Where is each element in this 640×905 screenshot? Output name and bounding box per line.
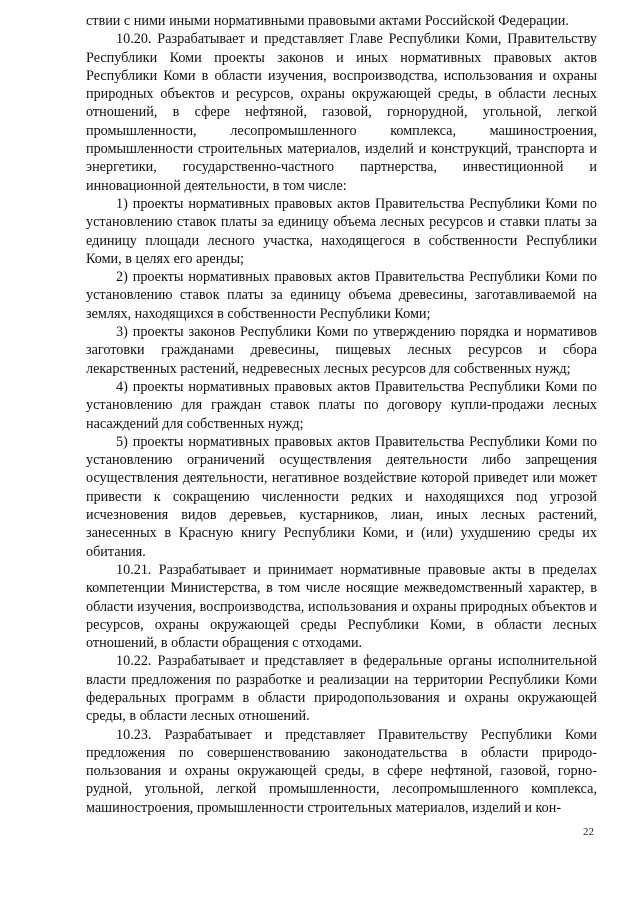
list-item-5: 5) проекты нормативных правовых актов Правительства Республики Коми по установлению ограничений осуществления деятельности либо запрещения осуществления деятельности, негативное воздействие которой приведет или может привести к сокращению численности редких и находящихся под угрозой исчезновения видов деревьев, кустарников, лиан, иных лесных растений, занесенных в Красную книгу Республики Коми, и (или) ухудшению среды их обитания. xyxy=(86,433,597,560)
paragraph-10-22: 10.22. Разрабатывает и представляет в федеральные органы исполнительной власти предложения по разработке и реализации на территории Республики Коми федеральных программ в области природопользования и охраны окружающей среды, в области лесных отношений. xyxy=(86,653,597,725)
list-item-1: 1) проекты нормативных правовых актов Правительства Республики Коми по установлению ставок платы за единицу объема лесных ресурсов и ставки платы за единицу площади лесного участка, находящегося в собственности Республики Коми, в целях его аренды; xyxy=(86,195,597,267)
paragraph-10-23: 10.23. Разрабатывает и представляет Правительству Республики Коми предложения по совершенствованию законодательства в области природопользования и охраны окружающей среды, в сфере нефтяной, газовой, горнорудной, угольной, легкой промышленности, лесопромышленного комплекса, машиностроения, промышленности строительных материалов, изделий и кон- xyxy=(86,726,597,816)
page-number: 22 xyxy=(583,826,594,838)
paragraph-10-21: 10.21. Разрабатывает и принимает нормативные правовые акты в пределах компетенции Министерства, в том числе носящие межведомственный характер, в области изучения, воспроизводства, использования и охраны природных объектов и ресурсов, охраны окружающей среды Республики Коми, в области лесных отношений, в области обращения с отходами. xyxy=(86,561,597,652)
document-page xyxy=(86,12,597,817)
list-item-2: 2) проекты нормативных правовых актов Правительства Республики Коми по установлению ставок платы за единицу объема древесины, заготавливаемой на землях, находящихся в собственности Республики Коми; xyxy=(86,269,597,322)
list-item-4: 4) проекты нормативных правовых актов Правительства Республики Коми по установлению для граждан ставок платы по договору купли-продажи лесных насаждений для собственных нужд; xyxy=(86,378,597,432)
paragraph-10-20: 10.20. Разрабатывает и представляет Главе Республики Коми, Правительству Республики Коми проекты законов и иных нормативных правовых актов Республики Коми в области изучения, воспроизводства, использования и охраны природных объектов и ресурсов, охраны окружающей среды, в области лесных отношений, в сфере нефтяной, газовой, горнорудной, угольной, легкой промышленности, лесопромышленного комплекса, машиностроения, промышленности строительных материалов, изделий и конструкций, транспорта и энергетики, государственно-частного партнерства, инвестиционной и инновационной деятельности, в том числе: xyxy=(86,31,597,194)
list-item-3: 3) проекты законов Республики Коми по утверждению порядка и нормативов заготовки гражданами древесины, пищевых лесных ресурсов и сбора лекарственных растений, недревесных лесных ресурсов для собственных нужд; xyxy=(86,324,597,377)
paragraph-continuation: ствии с ними иными нормативными правовыми актами Российской Федерации. xyxy=(86,13,569,29)
